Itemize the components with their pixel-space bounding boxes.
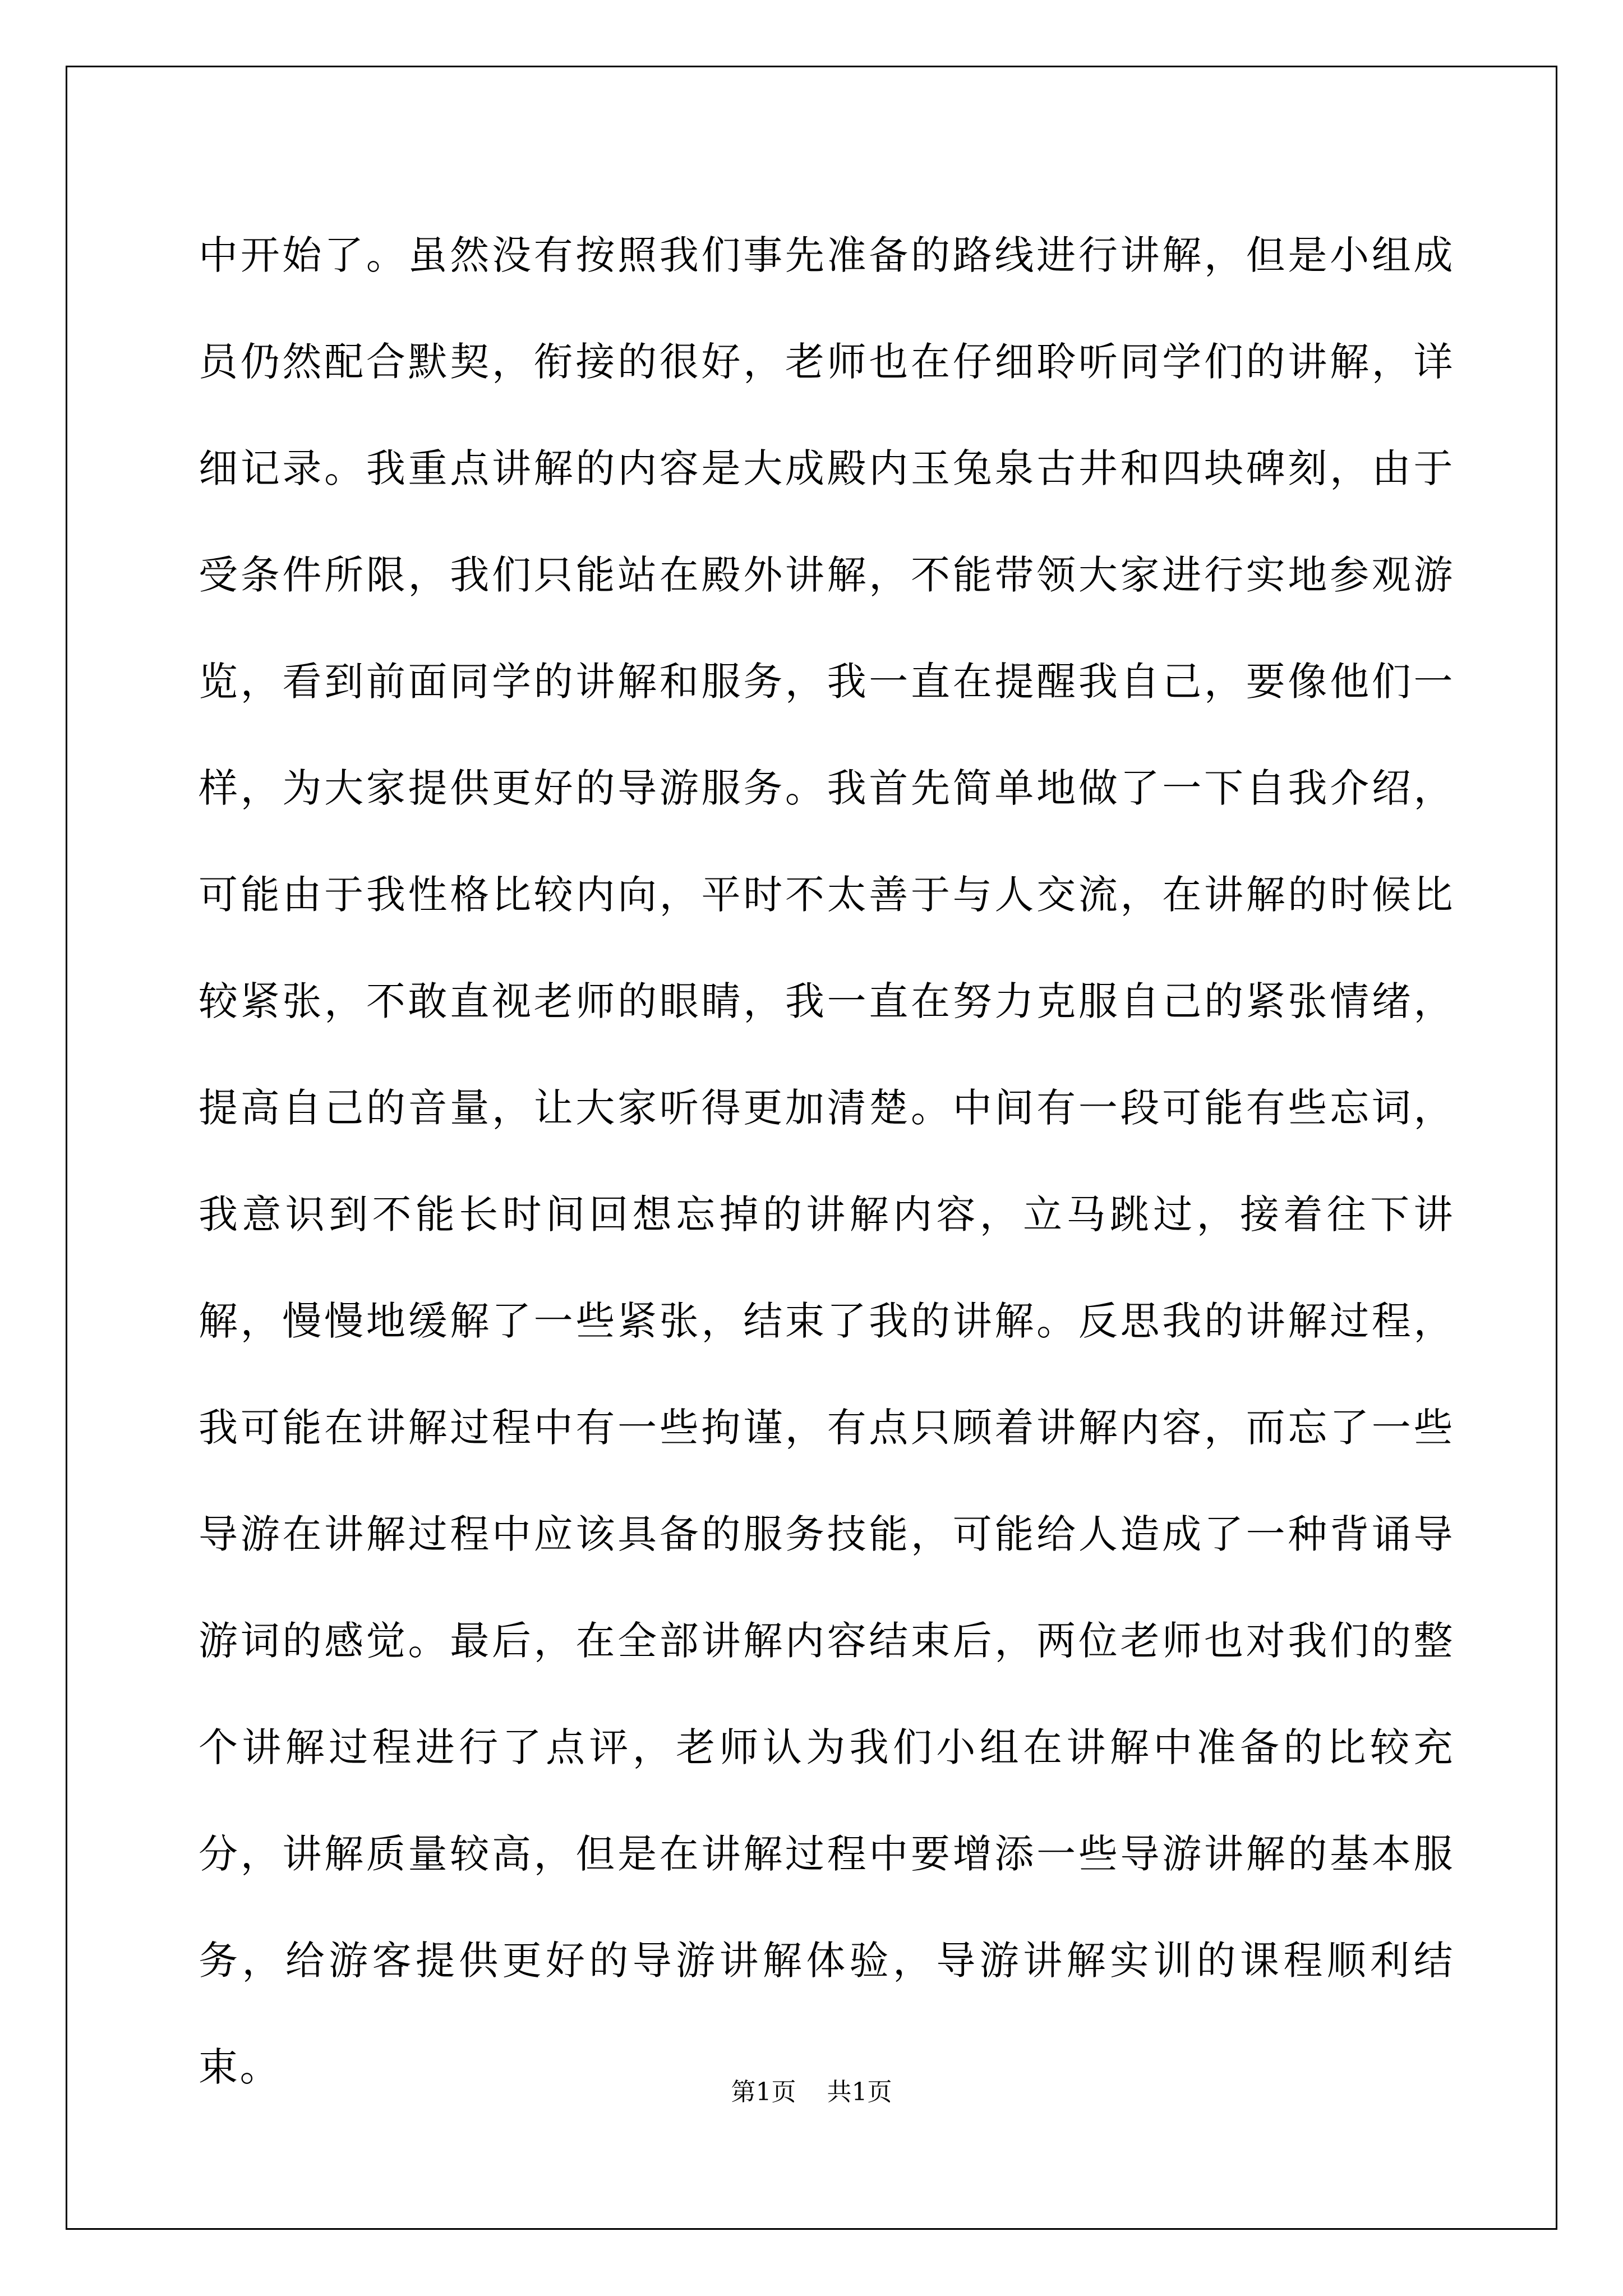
body-paragraph: 中开始了。虽然没有按照我们事先准备的路线进行讲解，但是小组成员仍然配合默契，衔接的很好，老师也在仔细聆听同学们的讲解，详细记录。我重点讲解的内容是大成殿内玉兔泉古井和四块碑刻，由于受条件所限，我们只能站在殿外讲解，不能带领大家进行实地参观游览，看到前面同学的讲解和服务，我一直在提醒我自己，要像他们一样，为大家提供更好的导游服务。我首先简单地做了一下自我介绍，可能由于我性格比较内向，平时不太善于与人交流，在讲解的时候比较紧张，不敢直视老师的眼睛，我一直在努力克服自己的紧张情绪，提高自己的音量，让大家听得更加清楚。中间有一段可能有些忘词，我意识到不能长时间回想忘掉的讲解内容，立马跳过，接着往下讲解，慢慢地缓解了一些紧张，结束了我的讲解。反思我的讲解过程，我可能在讲解过程中有一些拘谨，有点只顾着讲解内容，而忘了一些导游在讲解过程中应该具备的服务技能，可能给人造成了一种背诵导游词的感觉。最后，在全部讲解内容结束后，两位老师也对我们的整个讲解过程进行了点评，老师认为我们小组在讲解中准备的比较充分，讲解质量较高，但是在讲解过程中要增添一些导游讲解的基本服务，给游客提供更好的导游讲解体验，导游讲解实训的课程顺利结束。 <box>199 232 1455 2090</box>
page-number: 第1页 <box>731 2078 796 2106</box>
page-total: 共1页 <box>827 2078 892 2106</box>
page-footer <box>0 2076 1623 2109</box>
